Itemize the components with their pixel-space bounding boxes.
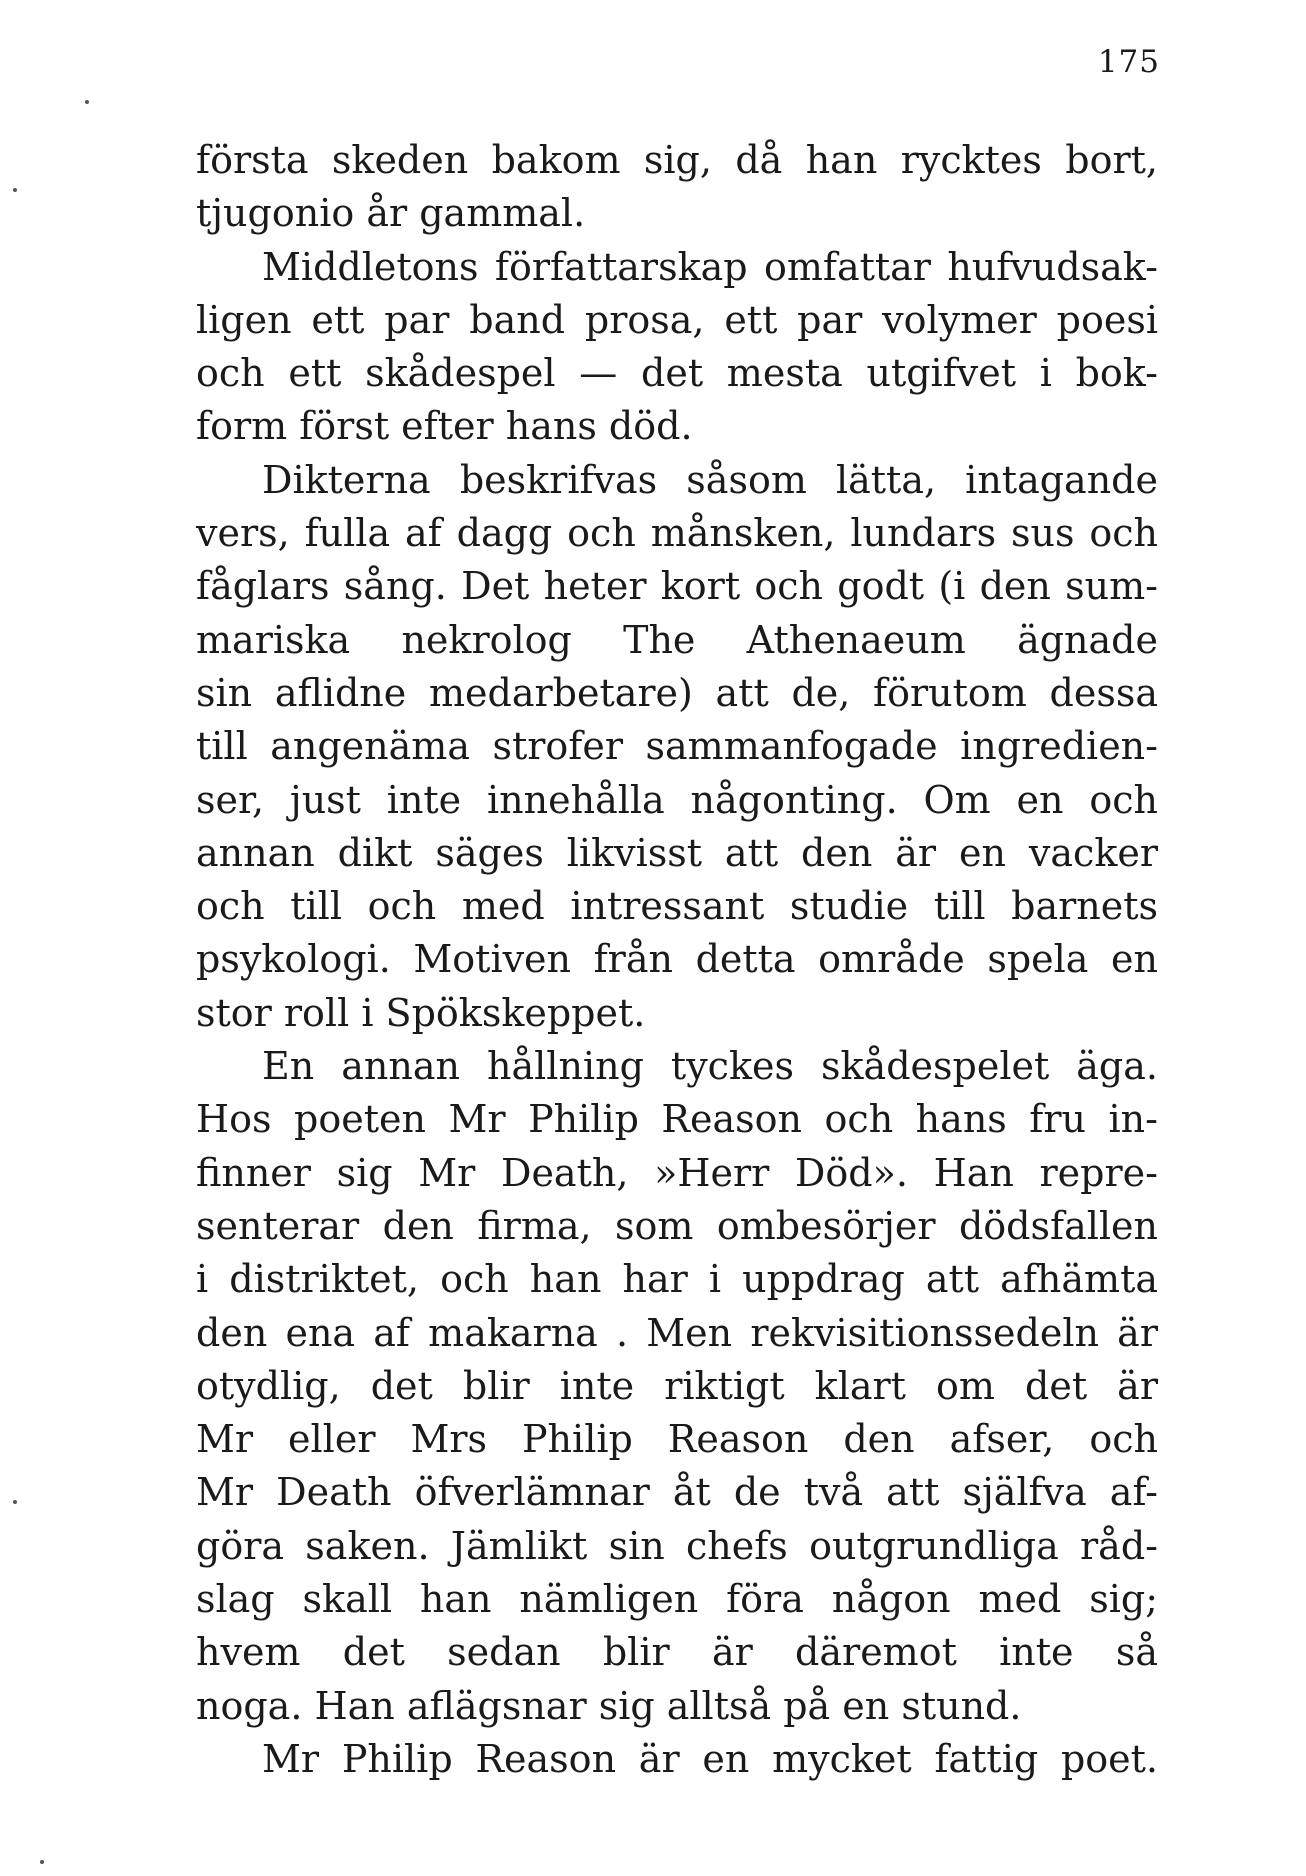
text-line: i distriktet, och han har i uppdrag att afhämta [196,1257,1158,1302]
text-line: ligen ett par band prosa, ett par volymer poesi [196,297,1158,342]
text-line: fåglars sång. Det heter kort och godt (i den sum- [196,564,1158,609]
text-line: göra saken. Jämlikt sin chefs outgrundliga råd- [196,1523,1158,1568]
text-line: första skeden bakom sig, då han rycktes bort, [196,138,1158,182]
text-line: och till och med intressant studie till barnets [196,884,1158,929]
text-line: stor roll i Spökskeppet. [196,990,646,1035]
text-line: Hos poeten Mr Philip Reason och hans fru in- [196,1097,1158,1142]
text-line: annan dikt säges likvisst att den är en vacker [196,830,1158,875]
text-line: senterar den firma, som ombesörjer dödsfallen [196,1203,1158,1248]
text-line: till angenäma strofer sammanfogade ingredien- [196,724,1158,769]
text-line: form först efter hans död. [196,404,693,449]
text-line: och ett skådespel — det mesta utgifvet i bok- [196,351,1158,396]
text-line: sin aflidne medarbetare) att de, förutom dessa [196,670,1158,715]
text-line: slag skall han nämligen föra någon med sig; [196,1577,1158,1622]
print-speck [85,100,89,104]
text-line: Middletons författarskap omfattar hufvudsak- [262,244,1158,289]
text-line: ser, just inte innehålla någonting. Om en och [196,777,1158,822]
text-line: mariska nekrolog The Athenaeum ägnade [196,617,1158,662]
text-line: Dikterna beskrifvas såsom lätta, intagande [262,457,1158,502]
text-line: Mr Philip Reason är en mycket fattig poet. [262,1736,1158,1781]
text-line: otydlig, det blir inte riktigt klart om det är [196,1363,1158,1408]
text-line: psykologi. Motiven från detta område spela en [196,937,1158,982]
text-line: finner sig Mr Death, »Herr Död». Han repre- [196,1150,1158,1195]
text-line: hvem det sedan blir är däremot inte så [196,1630,1158,1675]
text-line: Mr eller Mrs Philip Reason den afser, och [196,1417,1158,1462]
text-line: noga. Han aflägsnar sig alltså på en stund. [196,1683,1022,1728]
text-line: En annan hållning tyckes skådespelet äga. [262,1044,1158,1089]
body-text [196,134,1158,1786]
text-line: vers, fulla af dagg och månsken, lundars sus och [196,511,1158,556]
page-number: 175 [1097,44,1160,80]
text-line: Mr Death öfverlämnar åt de två att själfva af- [196,1470,1158,1515]
text-line: den ena af makarna . Men rekvisitionssedeln är [196,1310,1158,1355]
print-speck [13,188,17,192]
print-speck [13,1500,17,1504]
print-speck [40,1860,44,1864]
text-line: tjugonio år gammal. [196,191,586,236]
